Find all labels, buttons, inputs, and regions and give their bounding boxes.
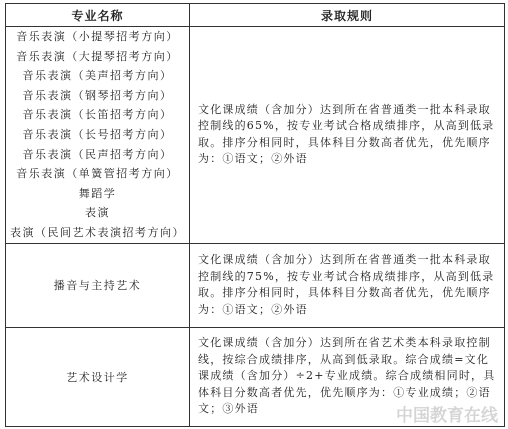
- major-name: 音乐表演（长号招考方向）: [22, 127, 173, 141]
- rule-line: 控制线的75%，按专业考试合格成绩排序，从高到低录: [198, 269, 495, 283]
- major-name: 表演（民间艺术表演招考方向）: [10, 225, 185, 239]
- rule-line: 文化课成绩（含加分）达到所在省普通类一批本科录取: [198, 253, 491, 267]
- table-header-row: [6, 4, 505, 27]
- rule-line: 为：①语文；②外语: [198, 152, 308, 166]
- rule-line: 文化课成绩（含加分）达到所在省艺术类本科录取控制: [198, 336, 491, 350]
- major-name: 艺术设计学: [66, 370, 129, 384]
- table-row: [6, 243, 505, 327]
- admission-rule-cell: [190, 243, 505, 327]
- table-row: [6, 27, 505, 244]
- header-admission-rule: 录取规则: [190, 4, 505, 27]
- major-name-cell: [6, 243, 190, 327]
- major-name-cell: [6, 27, 190, 244]
- watermark: 中国教育在线: [396, 406, 498, 426]
- major-name: 音乐表演（美声招考方向）: [22, 69, 173, 83]
- major-name: 音乐表演（小提琴招考方向）: [16, 30, 179, 43]
- rule-line: 为：①语文；②外语: [198, 302, 308, 316]
- major-name-cell: [6, 327, 190, 426]
- rule-line: 取。排序分相同时，具体科目分数高者优先，优先顺序: [198, 135, 491, 149]
- rule-line: 体科目分数高者优先，优先顺序为：①专业成绩；②语: [198, 385, 491, 399]
- major-name: 音乐表演（单簧管招考方向）: [16, 167, 179, 181]
- major-name: 音乐表演（大提琴招考方向）: [16, 49, 179, 63]
- rule-line: 控制线的65%，按专业考试合格成绩排序，从高到低录: [198, 119, 495, 133]
- rule-line: 取。排序分相同时，具体科目分数高者优先，优先顺序: [198, 286, 491, 300]
- admission-rule-cell: [190, 27, 505, 244]
- major-name: 音乐表演（钢琴招考方向）: [22, 88, 173, 102]
- rule-line: 线，按综合成绩排序，从高到低录取。综合成绩=文化: [198, 352, 490, 366]
- major-name: 音乐表演（长笛招考方向）: [22, 108, 173, 122]
- major-name: 音乐表演（民声招考方向）: [22, 147, 173, 161]
- major-name: 表演: [85, 206, 110, 220]
- rule-line: 课成绩（含加分）÷2+专业成绩。综合成绩相同时，具: [198, 369, 496, 383]
- rule-line: 文化课成绩（含加分）达到所在省普通类一批本科录取: [198, 102, 491, 116]
- major-name: 播音与主持艺术: [53, 279, 142, 293]
- rule-line: 文；③外语: [198, 402, 259, 416]
- header-major-name: 专业名称: [6, 4, 190, 27]
- major-name: 舞蹈学: [78, 186, 117, 200]
- admission-rules-table: [5, 3, 505, 427]
